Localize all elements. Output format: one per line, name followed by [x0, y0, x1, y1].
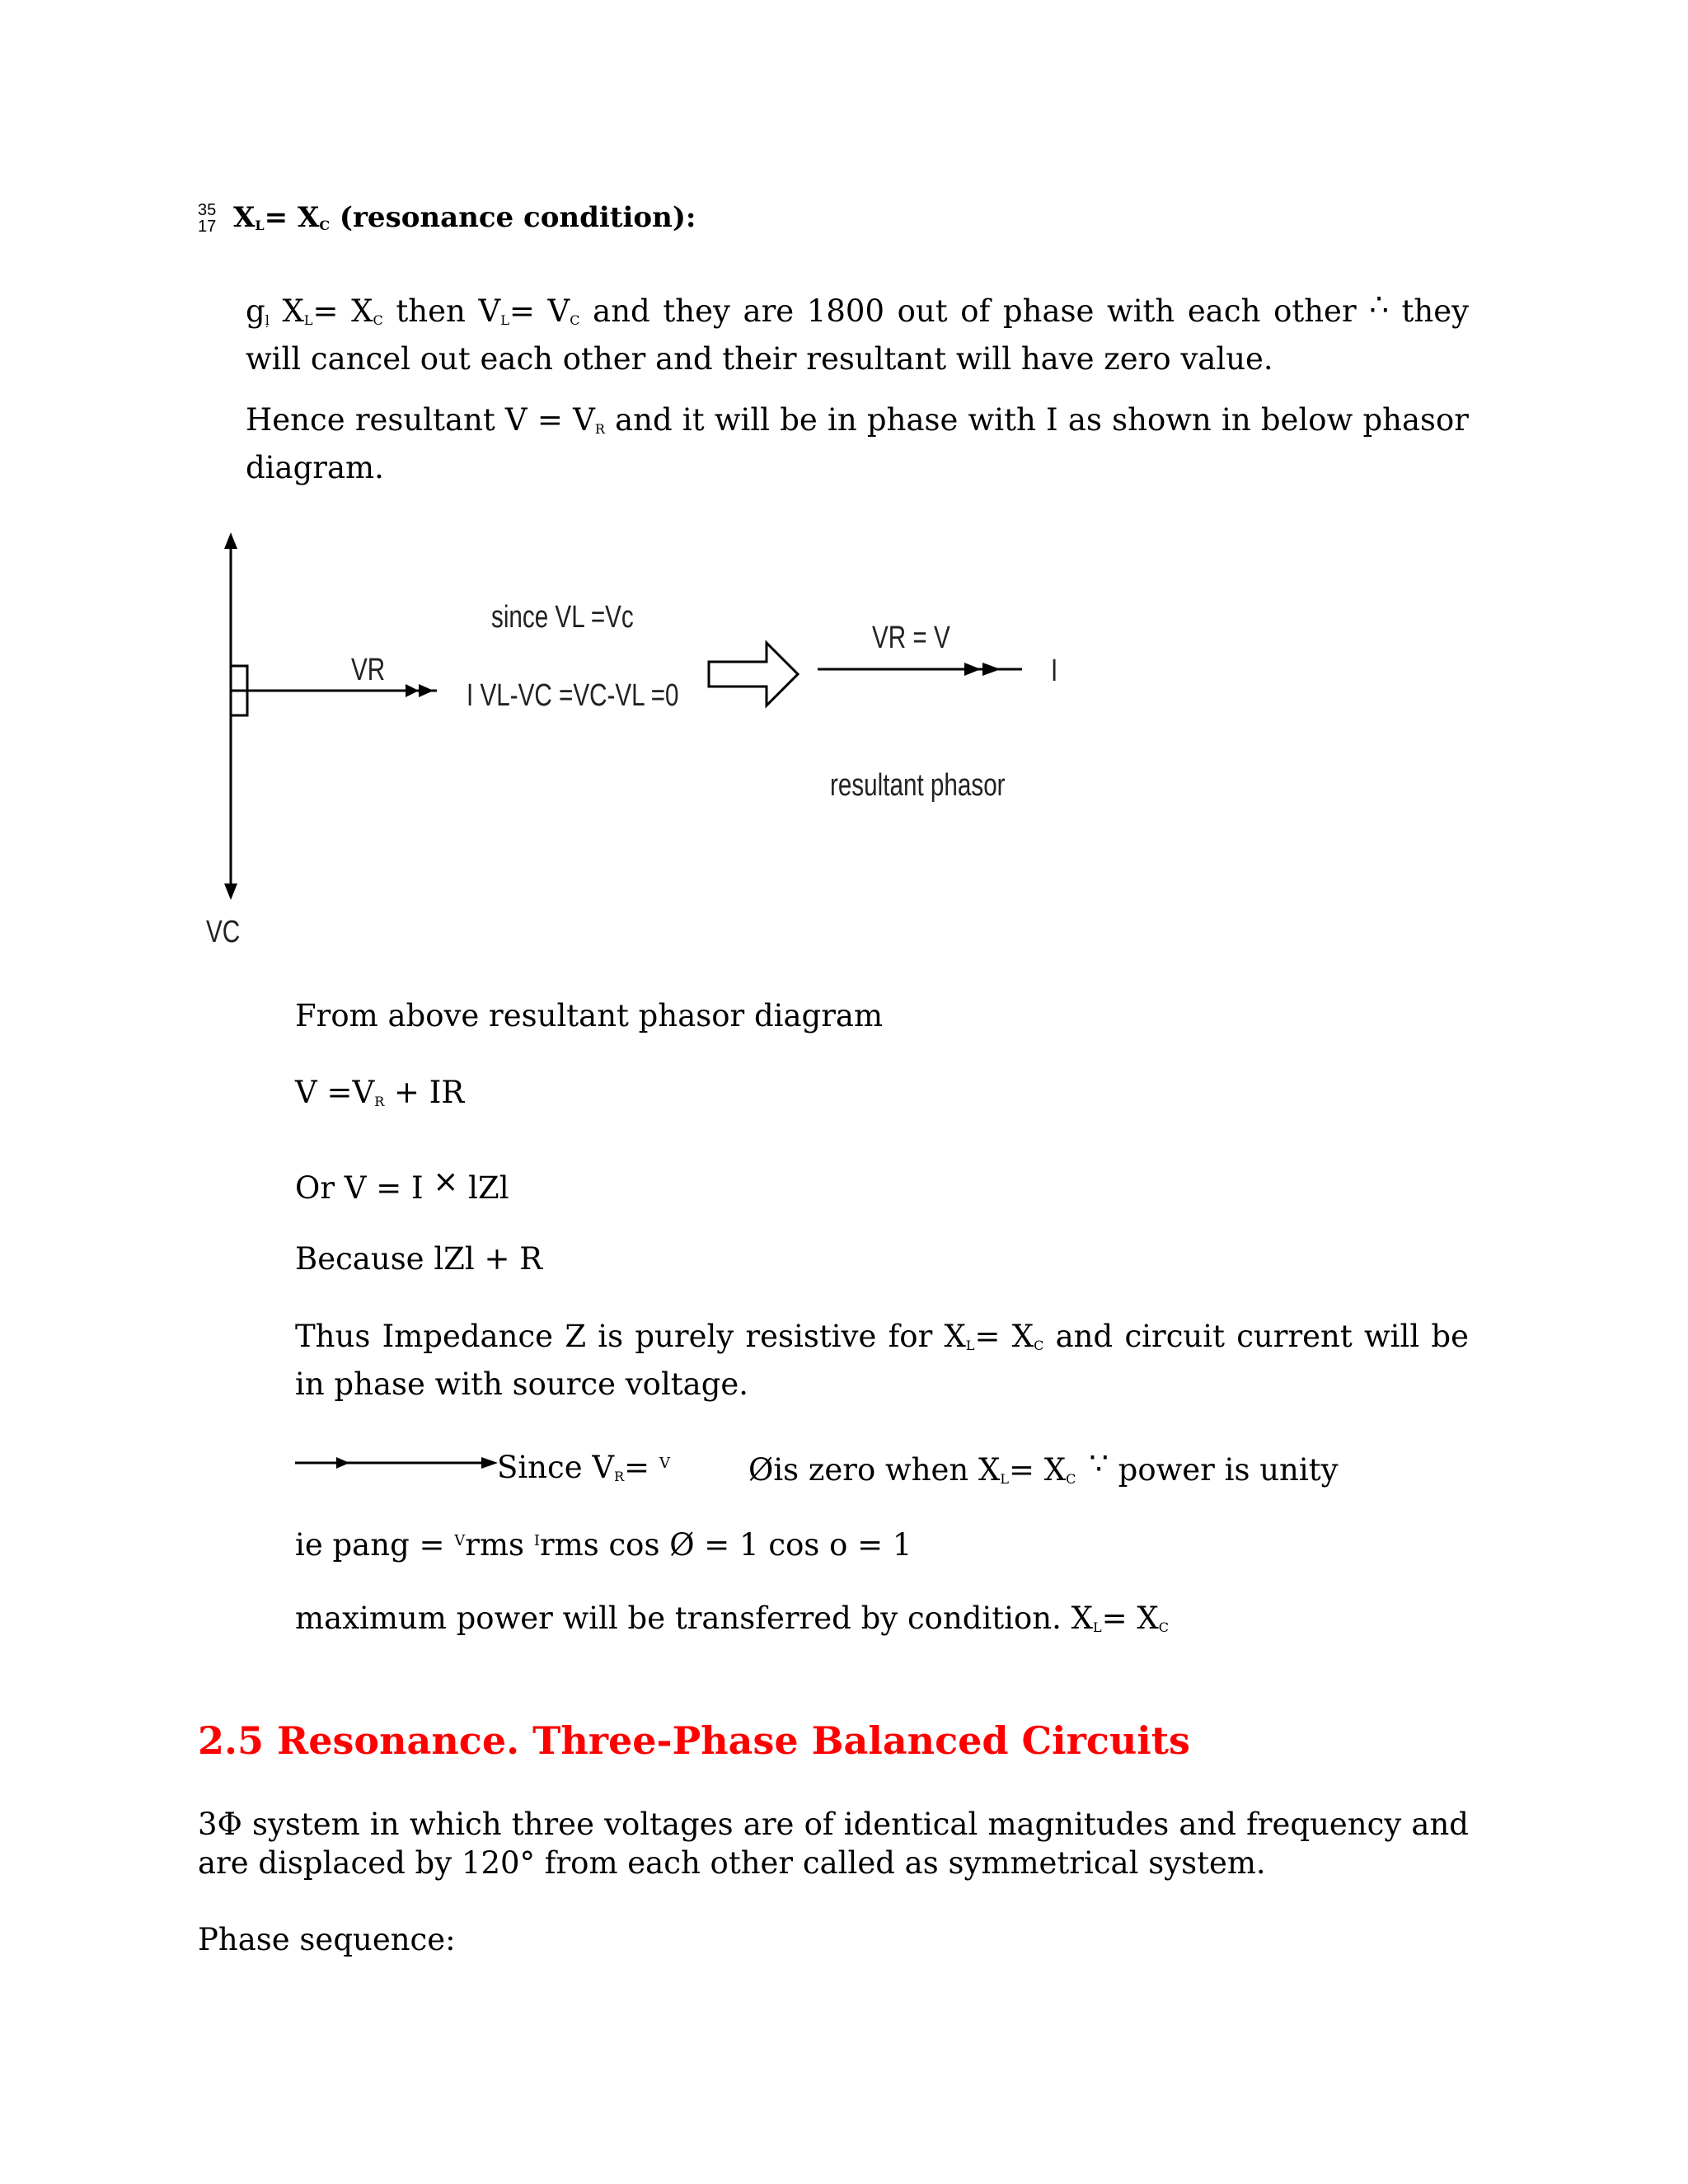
resonance-paragraph: gļ XL= XC then VL= VC and they are 1800 out of phase with each other ∴ they will cancel out each other and their resultant will have zero value.	[246, 287, 1470, 377]
up-arrow-icon	[224, 532, 237, 549]
label-vr: VR	[351, 653, 386, 687]
heading-title: XL= XC (resonance condition):	[233, 201, 696, 234]
equation-because: Because lZl + R	[295, 1241, 543, 1277]
phi-zero-text: Øis zero when XL= XC ∵ power is unity	[748, 1446, 1339, 1488]
label-vr-equals-v: VR = V	[872, 621, 950, 655]
label-equation: I VL-VC =VC-VL =0	[467, 678, 679, 713]
derivation-intro: From above resultant phasor diagram	[295, 998, 884, 1033]
equation-v-vr-ir: V =VR + IR	[295, 1075, 465, 1110]
section-title: 2.5 Resonance. Three-Phase Balanced Circuits	[198, 1718, 1190, 1763]
label-resultant-phasor: resultant phasor	[830, 768, 1006, 803]
times-symbol: ×	[433, 1164, 459, 1199]
since-arrow	[295, 1451, 501, 1475]
impedance-paragraph: Thus Impedance Z is purely resistive for XL= XC and circuit current will be in phase with source voltage.	[295, 1319, 1469, 1402]
down-arrow-icon	[224, 883, 237, 900]
double-arrow-icon	[406, 684, 419, 697]
power-equation: ie pang = $^V$rms $^I$rms cos Ø = 1 cos o = 1	[295, 1527, 912, 1563]
heading-bullet: 35 17	[198, 201, 217, 236]
arrow-icon	[336, 1457, 349, 1469]
because-symbol: ∵	[1089, 1446, 1109, 1481]
maximum-power-text: maximum power will be transferred by condition. XL= XC	[295, 1601, 1169, 1636]
phasor-diagram	[190, 527, 1058, 956]
since-vr-text: Since VR= $^V$	[497, 1450, 670, 1485]
three-phase-paragraph: 3Φ system in which three voltages are of identical magnitudes and frequency and are displaced by 120° from each other called as symmetrical system.	[198, 1807, 1469, 1881]
label-current: I	[1051, 654, 1058, 688]
resultant-arrow-icon	[964, 663, 981, 676]
label-since: since VL =Vc	[491, 600, 634, 635]
resultant-paragraph: Hence resultant V = VR and it will be in phase with I as shown in below phasor diagram.	[246, 402, 1469, 485]
phase-sequence-label: Phase sequence:	[198, 1922, 456, 1957]
equation-v-iz: Or V = I × lZl	[295, 1164, 509, 1206]
therefore-symbol: ∴	[1369, 287, 1389, 322]
label-vc: VC	[206, 915, 241, 949]
implies-arrow-icon	[709, 643, 798, 705]
